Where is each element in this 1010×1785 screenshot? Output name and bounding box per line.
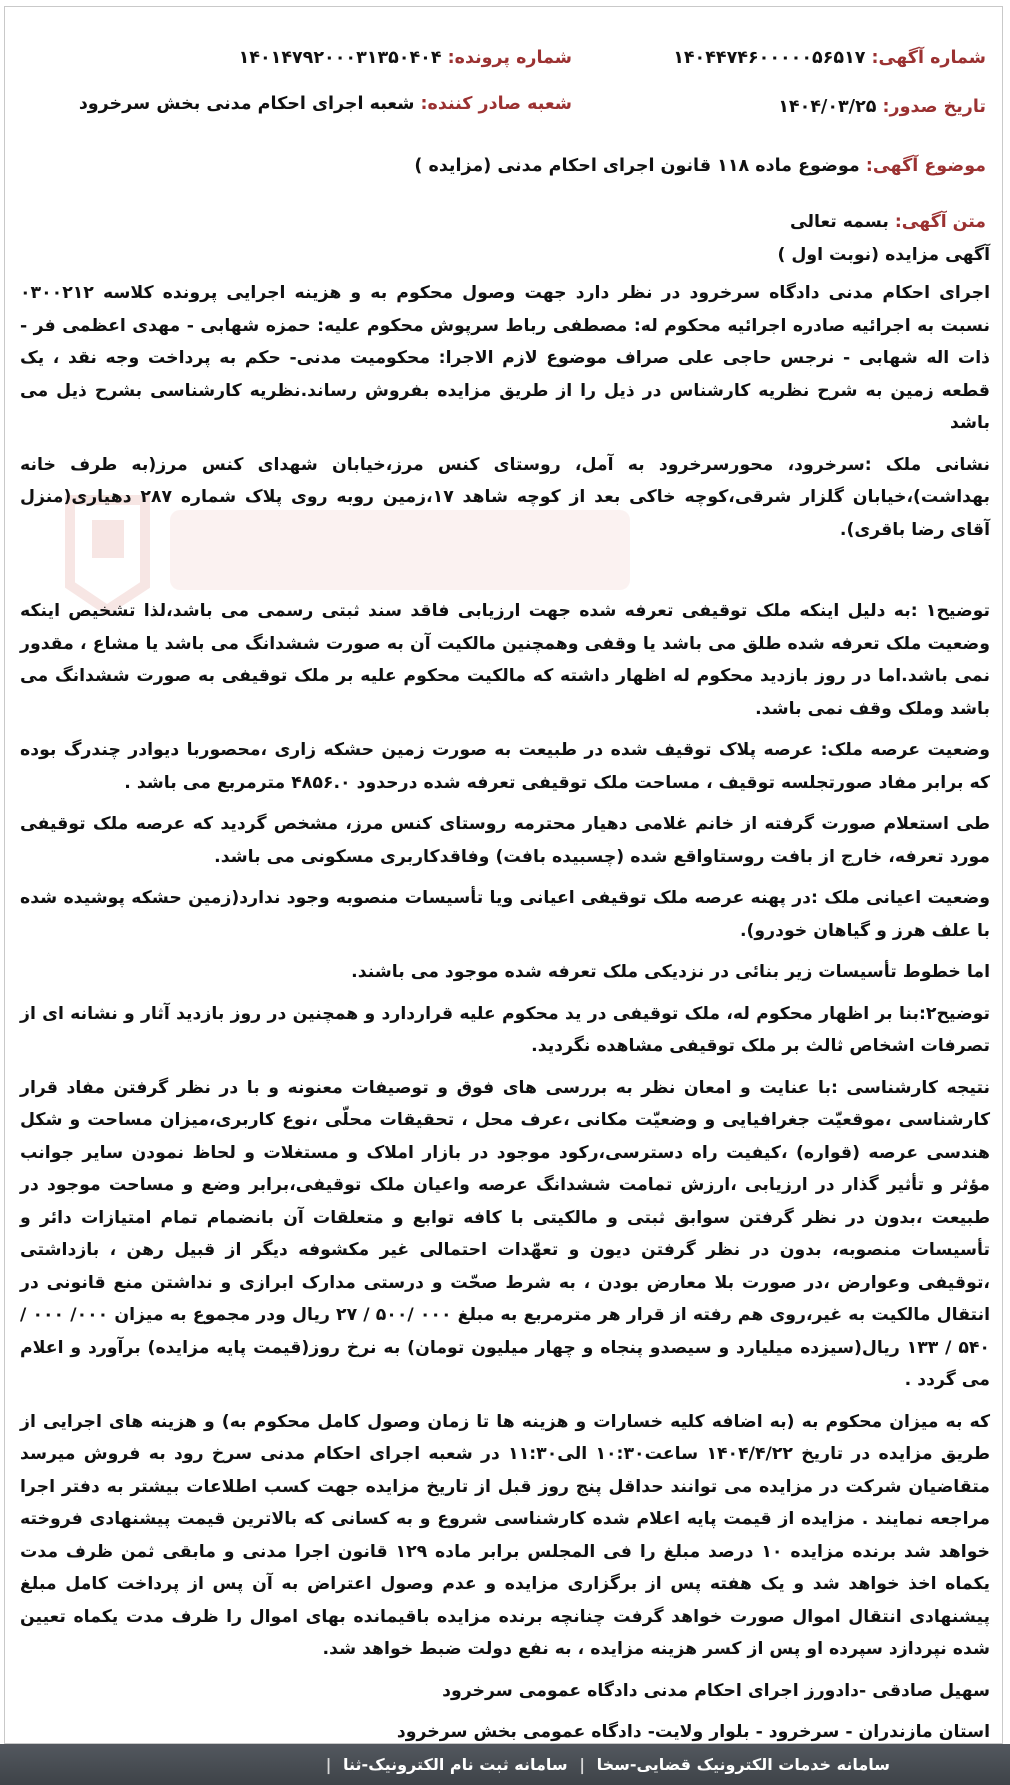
watermark-spacer — [18, 555, 992, 595]
issue-date-row — [778, 91, 986, 124]
address-line: استان مازندران - سرخرود - بلوار ولایت- دادگاه عمومی بخش سرخرود — [396, 1722, 990, 1742]
notice-header — [18, 34, 992, 206]
signature-line: سهیل صادقی -دادورز اجرای احکام مدنی دادگاه عمومی سرخرود — [442, 1680, 990, 1701]
paragraph-building-status: وضعیت اعیانی ملک :در پهنه عرصه ملک توقیفی اعیانی ویا تأسیسات منصوبه وجود ندارد(زمین حشکه پوشیده شده با علف هرز و گیاهان خودرو). — [20, 888, 990, 941]
branch-name: شعبه اجرای احکام مدنی بخش سرخرود — [78, 94, 415, 114]
footer-separator-1: | — [579, 1755, 586, 1774]
branch-label: شعبه صادر کننده: — [420, 94, 572, 114]
issue-date-label: تاریخ صدور: — [882, 97, 986, 117]
notice-number-label: شماره آگهی: — [871, 48, 986, 68]
paragraph-land-status: وضعیت عرصه ملک: عرصه پلاک توقیف شده در طبیعت به صورت زمین حشکه زاری ،محصوربا دیوادر چندرگ بوده که برابر مفاد صورتجلسه توقیف ، مساحت ملک توقیفی تعرفه شده درحدود ۴۸۵۶.۰ مترمربع می باشد . — [20, 740, 990, 793]
paragraph-note-2: توضیح۲:بنا بر اظهار محکوم له، ملک توقیفی در ید محکوم علیه قراردارد و همچنین در روز بازدید آثار و نشانه ای از تصرفات اشخاص ثالث بر ملک توقیفی مشاهده نگردید. — [20, 1003, 990, 1056]
branch-row — [79, 88, 572, 121]
footer-link-sakha[interactable]: سامانه خدمات الکترونیک قضایی-سخا — [596, 1755, 890, 1774]
paragraph-intro: اجرای احکام مدنی دادگاه سرخرود در نظر دارد جهت وصول محکوم به و هزینه اجرایی پرونده کلاسه ۰۳۰۰۲۱۲ نسبت به اجرائیه صادره اجرائیه محکوم له: مصطفی رباط سرپوش محکوم علیه: حمزه شهابی - مهدی اعظمی فر - ذات اله شهابی - نرجس حاجی علی صراف موضوع لازم الاجرا: محکومیت مدنی- حکم به پرداخت وجه نقد ، یک قطعه زمین به شرح نظریه کارشناس در ذیل را از طریق مزایده بفروش رساند.نظریه کارشناسی بشرح ذیل می باشد — [20, 283, 990, 433]
paragraph-utilities: اما خطوط تأسیسات زیر بنائی در نزدیکی ملک تعرفه شده موجود می باشند. — [351, 962, 990, 982]
notice-number: ۱۴۰۴۴۷۴۶۰۰۰۰۰۵۶۵۱۷ — [673, 48, 866, 68]
file-number: ۱۴۰۱۴۷۹۲۰۰۰۳۱۳۵۰۴۰۴ — [238, 48, 442, 68]
subject-label: موضوع آگهی: — [865, 156, 986, 176]
notice-title: آگهی مزایده (نوبت اول ) — [777, 244, 990, 265]
paragraph-inquiry: طی استعلام صورت گرفته از خانم غلامی دهیار محترمه روستای کنس مرز، مشخص گردید که عرصه ملک توقیفی مورد تعرفه، خارج از بافت روستاواقع شده (چسبیده بافت) وفاقدکاربری مسکونی می باشد. — [20, 814, 990, 867]
footer-link-sana[interactable]: سامانه ثبت نام الکترونیک-ثنا — [343, 1755, 568, 1774]
paragraph-auction-terms: که به میزان محکوم به (به اضافه کلیه خسارات و هزینه ها تا زمان وصول کامل محکوم به) و هزینه های اجرایی از طریق مزایده در تاریخ ۱۴۰۴/۴/۲۲ ساعت۱۰:۳۰ الی۱۱:۳۰ در شعبه اجرای احکام مدنی سرخ رود به فروش میرسد متقاضیان شرکت در مزایده می توانند حداقل پنج روز قبل از تاریخ مزایده جهت کسب اطلاعات بیشتر به دفتر اجرا مراجعه نمایند . مزایده از قیمت پایه اعلام شده کارشناسی شروع و به کسانی که بالاترین قیمت پیشنهادی فروخته خواهد شد برنده مزایده ۱۰ درصد مبلغ را فی المجلس برابر ماده ۱۲۹ قانون اجرا مدنی و مابقی ثمن ظرف مدت یکماه اخذ خواهد شد و یک هفته پس از برگزاری مزایده و عدم وصول اعتراض به آن پس از پرداخت کامل مبلغ پیشنهادی انتقال اموال صورت خواهد گرفت چنانچه برنده مزایده باقیمانده بهای اموال را ظرف مدت یکماه تعیین شده نپردازد سپرده او پس از کسر هزینه مزایده ، به نفع دولت ضبط خواهد شد. — [20, 1411, 990, 1659]
basmala: بسمه تعالی — [789, 212, 889, 232]
footer-separator-2: | — [325, 1755, 332, 1774]
text-header-row — [18, 206, 992, 239]
paragraph-expert-result: نتیجه کارشناسی :با عنایت و امعان نظر به بررسی های فوق و توصیفات معنونه و با در نظر گرفتن مفاد قرار کارشناسی ،موقعیّت جغرافیایی و وضعیّت مکانی ،عرف محل ، تحقیقات محلّی ،نوع کاربری،میزان مساحت و شکل هندسی عرصه (قواره) ،کیفیت راه دسترسی،رکود موجود در بازار املاک و مستغلات و لحاظ نمودن سایر جوانب مؤثر و تأثیر گذار در ارزیابی ،ارزش تمامت ششدانگ عرصه واعیان ملک توقیفی،برابر وضع و مساحت موجود در طبیعت ،بدون در نظر گرفتن سوابق ثبتی و مالکیتی با کافه توابع و متعلقات آن بانضمام تمام امتیازات دائر و تأسیسات منصوبه، بدون در نظر گرفتن دیون و تعهّدات احتمالی غیر مکشوفه دیگر از قبیل رهن ، بازداشتی ،توقیفی وعوارض ،در صورت بلا معارض بودن ، به شرط صحّت و درستی مدارک ابرازی و نداشتن منع قانونی در انتقال مالکیت به غیر،روی هم رفته از قرار هر مترمربع به مبلغ ۰۰۰ /۵۰۰ / ۲۷ ریال ودر مجموع به میزان ۰۰۰/ ۰۰۰ / ۵۴۰ / ۱۳۳ ریال(سیزده میلیارد و سیصدو پنجاه و چهار میلیون تومان) به نرخ روز(قیمت پایه مزایده) برآورد و اعلام می گردد . — [20, 1077, 990, 1390]
file-number-label: شماره پرونده: — [447, 48, 572, 68]
notice-document — [18, 34, 992, 1742]
notice-number-row — [673, 42, 986, 75]
footer-bar — [0, 1744, 1010, 1785]
text-label: متن آگهی: — [894, 212, 986, 232]
subject-text: موضوع ماده ۱۱۸ قانون اجرای احکام مدنی (مزایده ) — [414, 156, 860, 176]
file-number-row — [239, 42, 572, 75]
subject-row — [414, 150, 986, 183]
issue-date: ۱۴۰۴/۰۳/۲۵ — [778, 97, 877, 117]
footer-links — [0, 1744, 1010, 1785]
paragraph-note-1: توضیح۱ :به دلیل اینکه ملک توقیفی تعرفه شده جهت ارزیابی فاقد سند ثبتی رسمی می باشد،لذا تشخیص اینکه وضعیت ملک تعرفه شده طلق می باشد یا وقفی وهمچنین مالکیت آن به صورت ششدانگ می باشد یا مشاع ، مقدور نمی باشد.اما در روز بازدید محکوم له اظهار داشته که مالکیت محکوم علیه بر ملک توقیفی به صورت ششدانگ می باشد وملک وقف نمی باشد. — [20, 601, 990, 719]
paragraph-address: نشانی ملک :سرخرود، محورسرخرود به آمل، روستای کنس مرز،خیابان شهدای کنس مرز(به طرف خانه بهداشت)،خیابان گلزار شرقی،کوچه خاکی بعد از کوچه شاهد ۱۷،زمین روبه روی پلاک شماره ۲۸۷ دهیاری(منزل آقای رضا باقری). — [20, 454, 991, 540]
